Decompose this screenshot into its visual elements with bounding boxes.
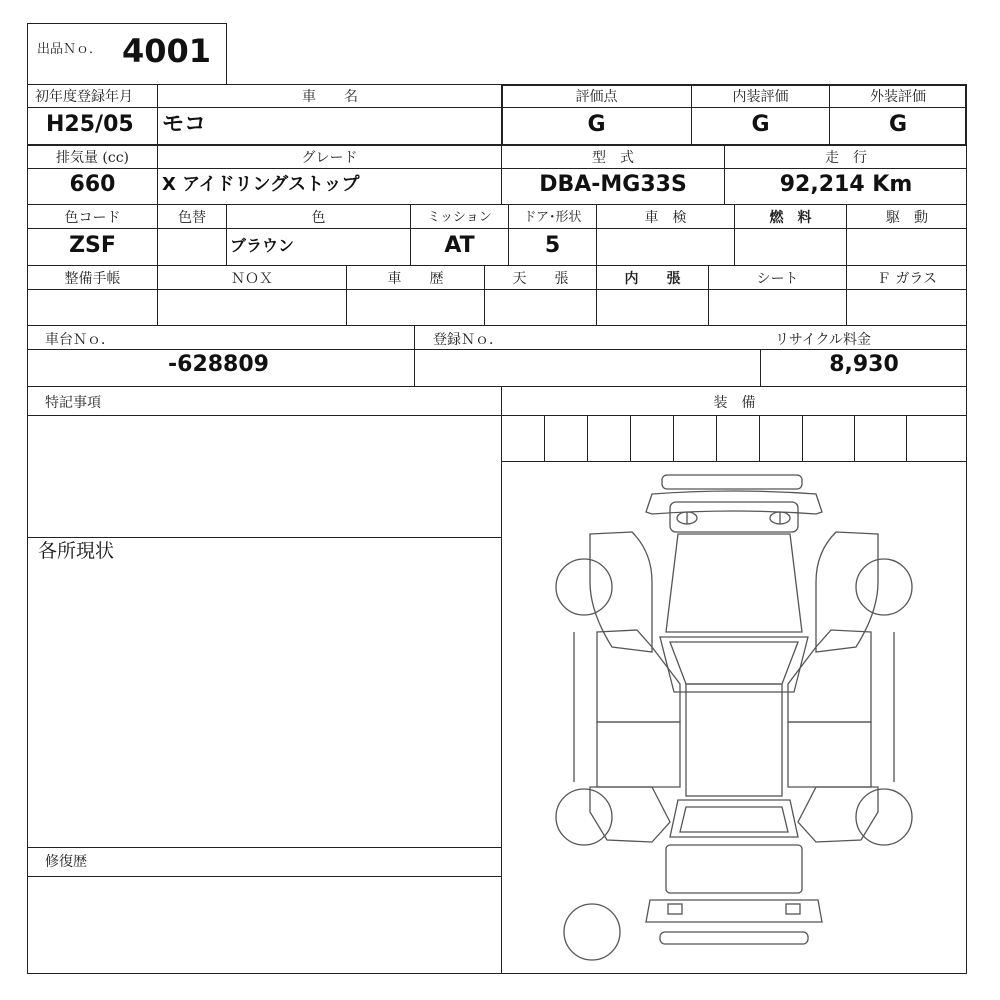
car-name-value: モコ xyxy=(162,112,207,137)
equipment-cell-divider xyxy=(906,415,907,461)
recycle-fee-value: 8,930 xyxy=(829,352,899,377)
chassis-value: -628809 xyxy=(168,352,269,377)
recycle-fee-label: リサイクル料金 xyxy=(775,332,872,348)
chassis-label: 車台Ｎｏ． xyxy=(45,332,115,348)
remarks-panel xyxy=(27,386,502,974)
lot-number-value: 4001 xyxy=(122,32,212,70)
condition-label: 各所現状 xyxy=(38,540,115,562)
registration-label: 初年度登録年月 xyxy=(35,89,133,105)
interior-score-value: G xyxy=(751,112,770,137)
maintenance-label: 整備手帳 xyxy=(64,271,121,287)
equipment-cell-divider xyxy=(716,415,717,461)
inspection-label: 車 検 xyxy=(644,210,687,226)
equipment-cell-divider xyxy=(630,415,631,461)
repair-history-label: 修復歴 xyxy=(45,854,87,870)
interior-score-label: 内装評価 xyxy=(732,89,789,105)
registration-value: H25/05 xyxy=(46,112,134,137)
equipment-cell-divider xyxy=(802,415,803,461)
score-value: G xyxy=(587,112,606,137)
equipment-cell-divider xyxy=(544,415,545,461)
score-label: 評価点 xyxy=(575,89,618,105)
door-label: ドア･形状 xyxy=(523,210,582,225)
lot-number-label: 出品Ｎｏ． xyxy=(37,42,103,57)
equipment-cell-divider xyxy=(759,415,760,461)
mileage-label: 走 行 xyxy=(825,150,867,166)
color-code-value: ZSF xyxy=(69,233,116,258)
repaint-label: 色替 xyxy=(178,210,206,226)
grade-value: X アイドリングストップ xyxy=(162,174,360,195)
exterior-score-label: 外装評価 xyxy=(870,89,926,105)
displacement-label: 排気量 (cc) xyxy=(55,150,130,166)
car-body-diagram xyxy=(502,462,966,973)
color-label: 色 xyxy=(311,210,326,226)
model-label: 型 式 xyxy=(592,150,634,166)
equipment-cell-divider xyxy=(587,415,588,461)
displacement-value: 660 xyxy=(69,172,116,197)
nox-label: ＮＯＸ xyxy=(231,271,273,287)
exterior-score-value: G xyxy=(888,112,908,137)
interior-trim-label: 内 張 xyxy=(624,271,681,287)
drive-label: 駆 動 xyxy=(886,210,928,226)
front-glass-label: Ｆ ガラス xyxy=(876,271,938,287)
color-code-label: 色コード xyxy=(64,210,121,226)
door-value: 5 xyxy=(544,233,561,258)
car-name-label: 車 名 xyxy=(302,89,358,105)
equipment-cell-divider xyxy=(673,415,674,461)
fuel-label: 燃 料 xyxy=(769,210,812,226)
registration-number-label: 登録Ｎｏ． xyxy=(433,332,503,348)
color-value: ブラウン xyxy=(230,236,295,255)
model-value: DBA-MG33S xyxy=(539,172,687,197)
mission-value: AT xyxy=(444,233,475,258)
vehicle-history-label: 車 歴 xyxy=(387,271,444,287)
grade-label: グレード xyxy=(301,150,358,166)
equipment-cell-divider xyxy=(854,415,855,461)
equipment-label: 装 備 xyxy=(713,395,756,411)
mission-label: ミッション xyxy=(427,210,492,225)
special-notes-label: 特記事項 xyxy=(45,395,101,411)
mileage-value: 92,214 Km xyxy=(779,172,913,197)
seat-label: シート xyxy=(756,271,799,287)
ceiling-label: 天 張 xyxy=(512,271,569,287)
